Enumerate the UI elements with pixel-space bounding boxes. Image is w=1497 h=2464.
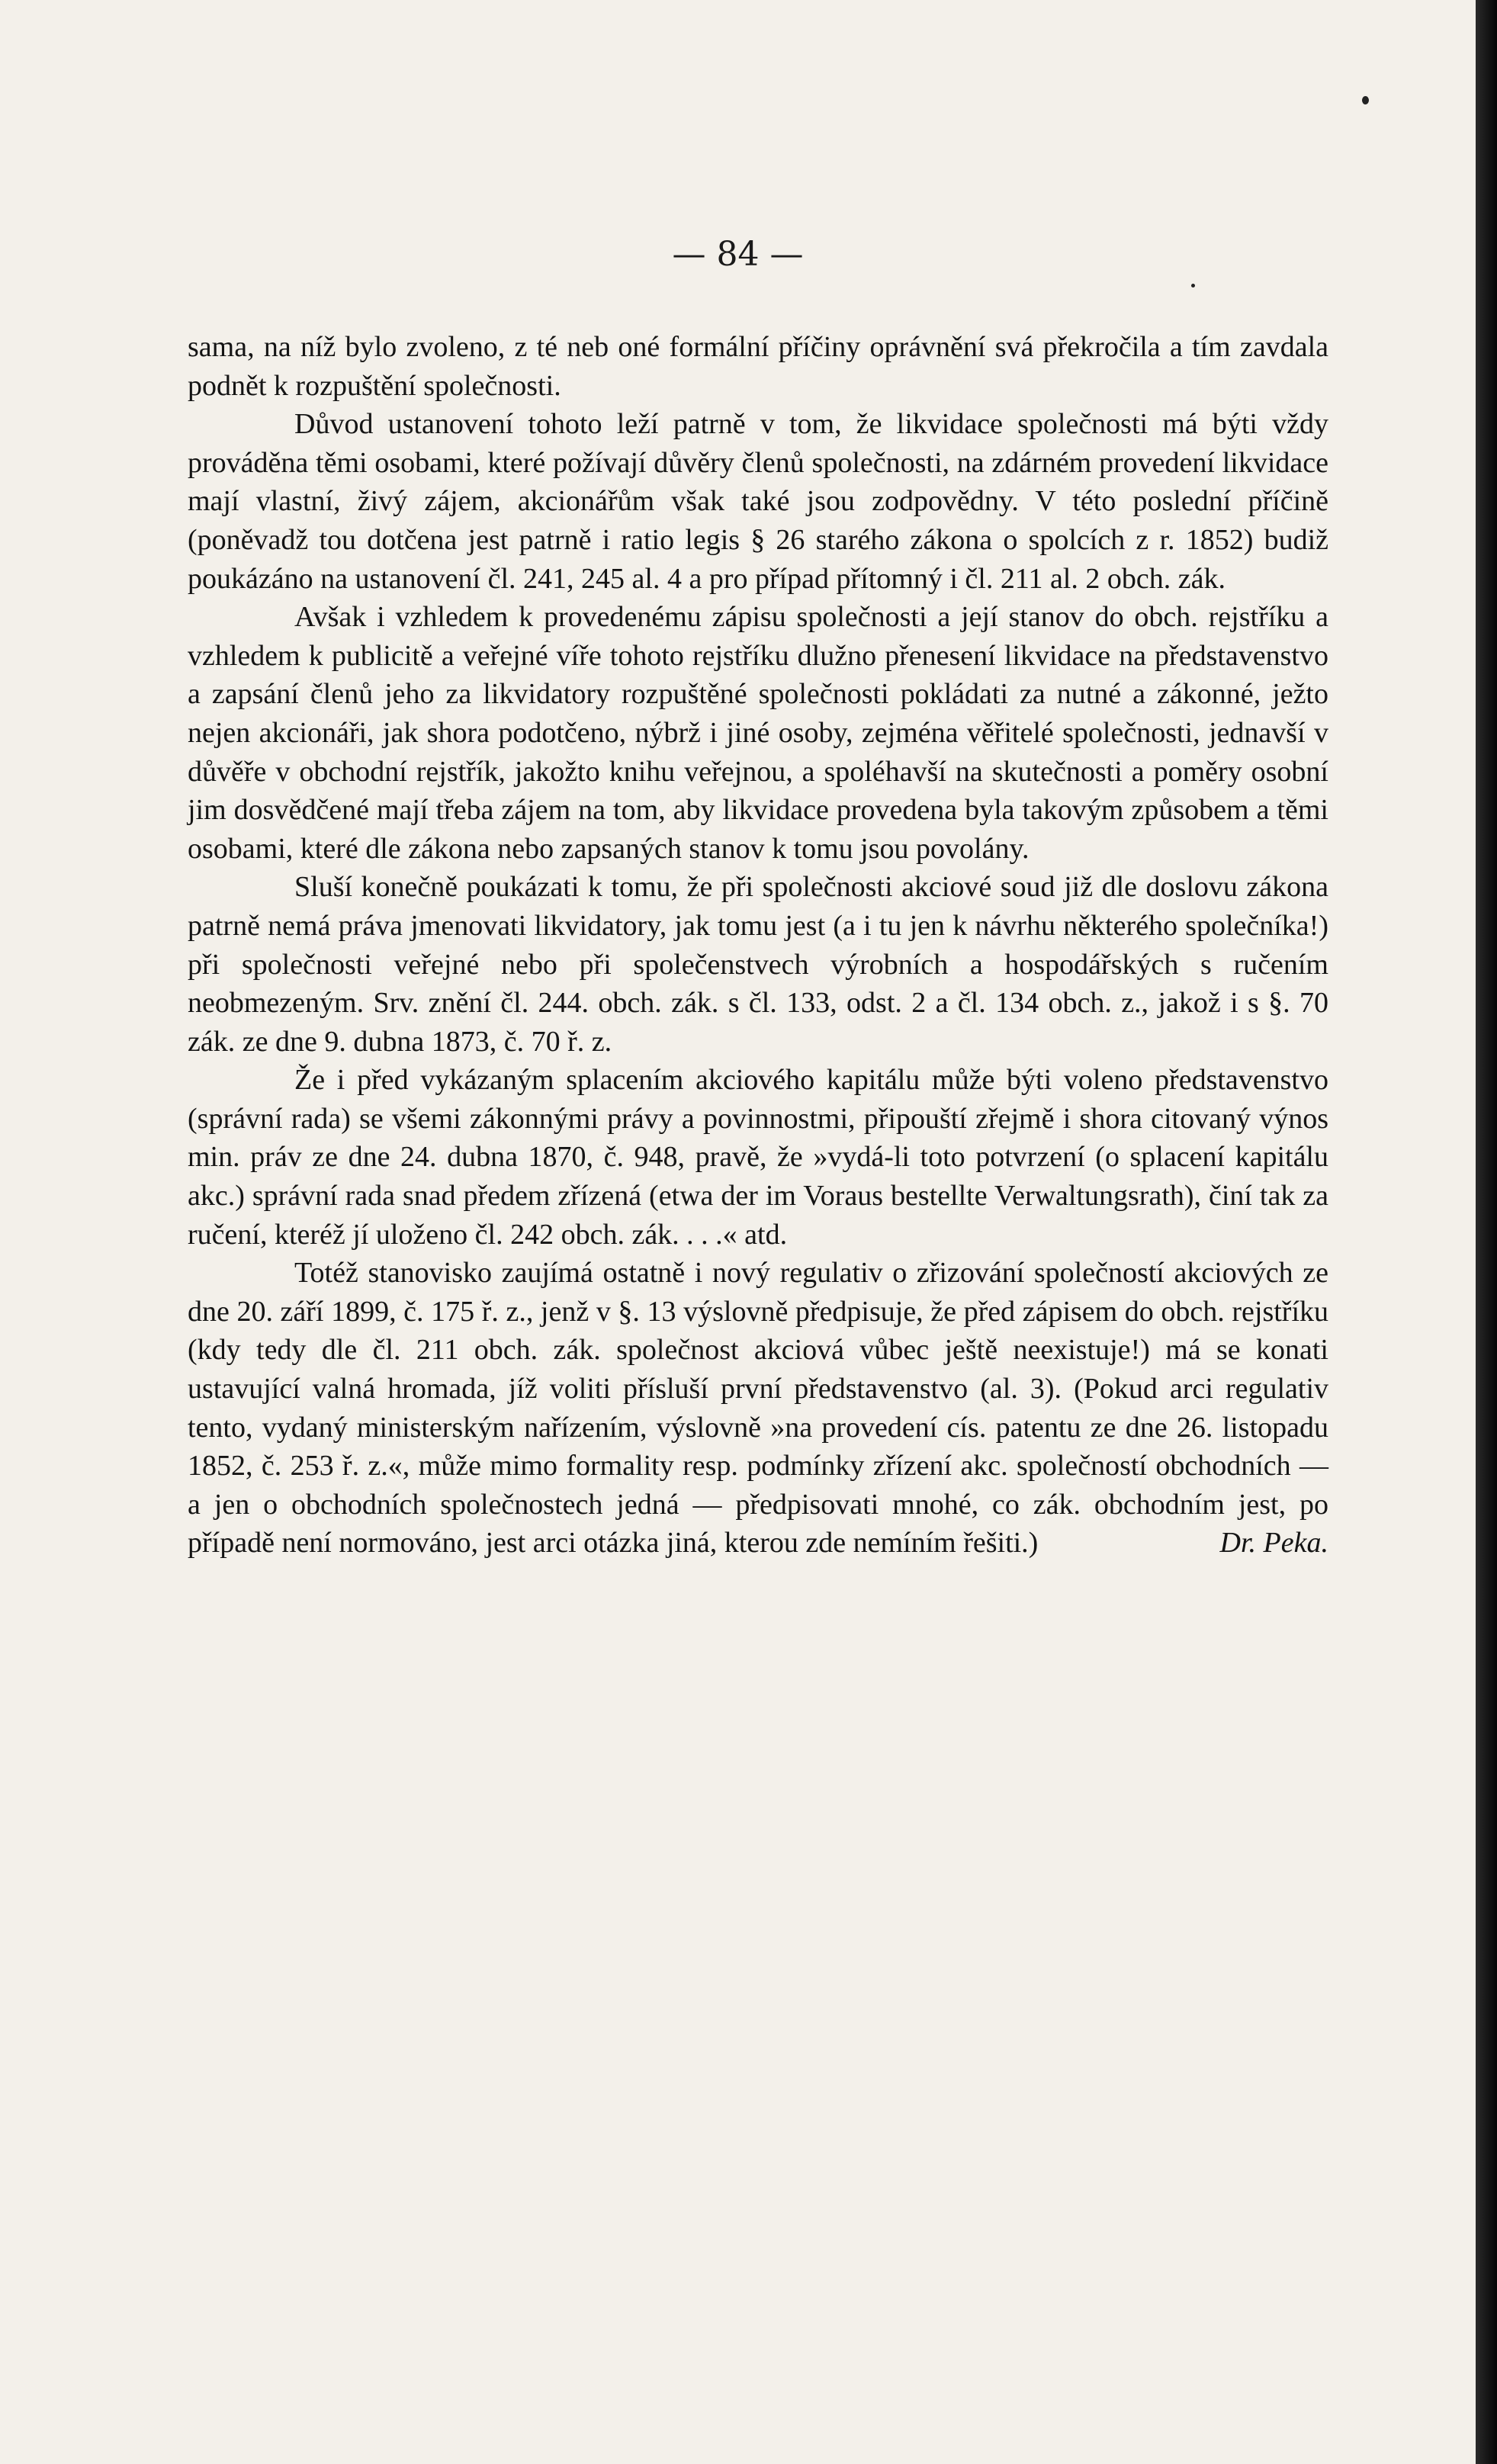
paragraph-2: Důvod ustanovení tohoto leží patrně v tom, že likvidace společnosti má býti vždy prováděna těmi osobami, které požívají důvěry členů společnosti, na zdárném provedení likvidace mají vlastní, živý zájem, akcionářům však také jsou zodpovědny. V této poslední příčině (poněvadž tou dotčena jest patrně i ratio legis § 26 starého zákona o spolcích z r. 1852) budiž poukázáno na ustanovení čl. 241, 245 al. 4 a pro případ přítomný i čl. 211 al. 2 obch. zák. [188,408,1328,595]
paragraph-3: Avšak i vzhledem k provedenému zápisu společnosti a její stanov do obch. rejstříku a vzhledem k publicitě a veřejné víře tohoto rejstříku dlužno přenesení likvidace na představenstvo a zapsání členů jeho za likvidatory rozpuštěné společnosti pokládati za nutné a zákonné, ježto nejen akcionáři, jak shora podotčeno, nýbrž i jiné osoby, zejména věřitelé společnosti, jednavší v důvěře v obchodní rejstřík, jakožto knihu veřejnou, a spoléhavší na skutečnosti a poměry osobní jim dosvědčené mají třeba zájem na tom, aby likvidace provedena byla takovým způsobem a těmi osobami, které dle zákona nebo zapsaných stanov k tomu jsou povolány. [188,601,1328,865]
body-text [188,328,1328,1563]
author-signature: Dr. Peka. [1219,1527,1328,1560]
scan-speck [1362,96,1369,104]
page-number: — 84 — [672,235,804,274]
scan-speck [1191,284,1195,288]
paragraph-4: Sluší konečně poukázati k tomu, že při společnosti akciové soud již dle doslovu zákona patrně nemá práva jmenovati likvidatory, jak tomu jest (a i tu jen k návrhu některého společníka!) při společnosti veřejné nebo při společenstvech výrobních a hospodářských s ručením neobmezeným. Srv. znění čl. 244. obch. zák. s čl. 133, odst. 2 a čl. 134 obch. z., jakož i s §. 70 zák. ze dne 9. dubna 1873, č. 70 ř. z. [188,871,1328,1058]
paragraph-5: Že i před vykázaným splacením akciového kapitálu může býti voleno představenstvo (správní rada) se všemi zákonnými právy a povinnostmi, připouští zřejmě i shora citovaný výnos min. práv ze dne 24. dubna 1870, č. 948, pravě, že »vydá-li toto potvrzení (o splacení kapitálu akc.) správní rada snad předem zřízená (etwa der im Voraus bestellte Verwaltungsrath), činí tak za ručení, kteréž jí uloženo čl. 242 obch. zák. . . .« atd. [188,1064,1328,1251]
scan-edge [1476,0,1497,2464]
paragraph-1: sama, na níž bylo zvoleno, z té neb oné formální příčiny oprávnění svá překročila a tím zavdala podnět k rozpuštění společnosti. [188,331,1328,402]
paragraph-6: Totéž stanovisko zaujímá ostatně i nový regulativ o zřizování společností akciových ze dne 20. září 1899, č. 175 ř. z., jenž v §. 13 výslovně předpisuje, že před zápisem do obch. rejstříku (kdy tedy dle čl. 211 obch. zák. společnost akciová vůbec ještě neexistuje!) má se konati ustavující valná hromada, jíž voliti přísluší první představenstvo (al. 3). (Pokud arci regulativ tento, vydaný ministerským nařízením, výslovně »na provedení cís. patentu ze dne 26. listopadu 1852, č. 253 ř. z.«, může mimo formality resp. podmínky zřízení akc. společností obchodních — a jen o obchodních společnostech jedná — předpisovati mnohé, co zák. obchodním jest, po případě není normováno, jest arci otázka jiná, kterou zde nemíním řešiti.) [188,1257,1328,1560]
